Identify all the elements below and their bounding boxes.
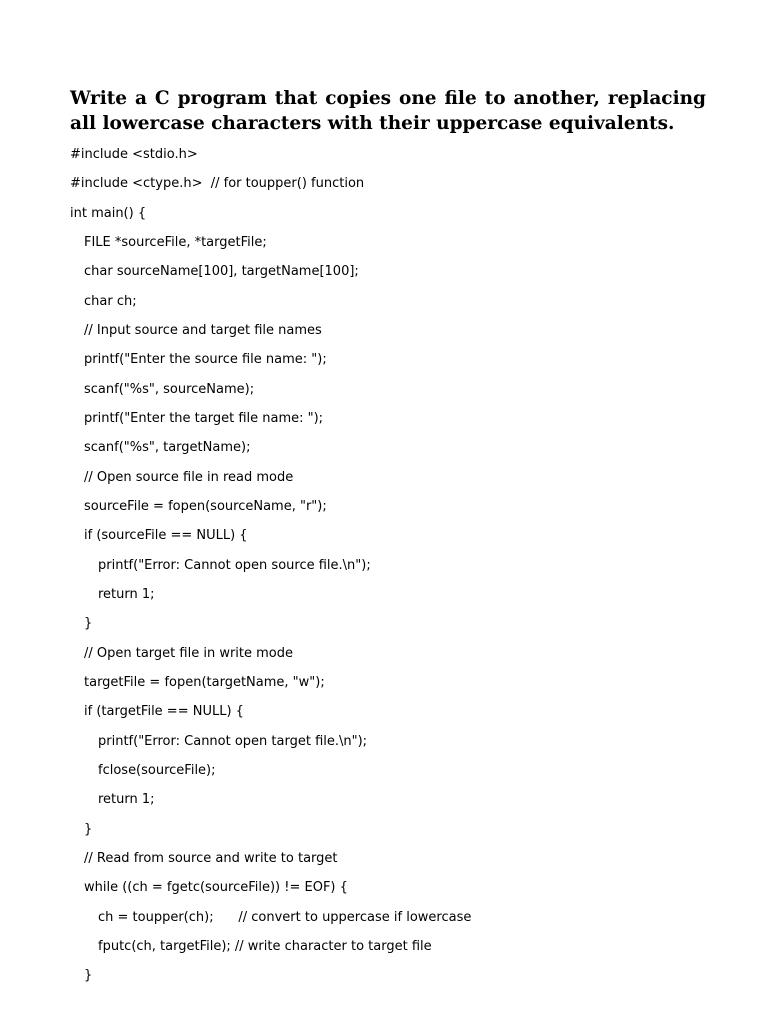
code-line: fclose(sourceFile); [98,762,216,778]
code-line: } [84,821,93,837]
code-line: // Read from source and write to target [84,850,338,866]
code-line: ch = toupper(ch); // convert to uppercase if lowercase [98,909,472,925]
code-line: char sourceName[100], targetName[100]; [84,264,359,280]
code-line: return 1; [98,792,155,808]
code-line: sourceFile = fopen(sourceName, "r"); [84,498,327,514]
code-line: scanf("%s", targetName); [84,440,251,456]
code-line: } [84,968,93,984]
code-line: #include <ctype.h> // for toupper() function [70,176,365,192]
code-line: targetFile = fopen(targetName, "w"); [84,674,325,690]
code-line: if (sourceFile == NULL) { [84,528,248,544]
code-listing [70,144,730,995]
code-line: } [84,616,93,632]
code-line: int main() { [70,205,147,221]
code-line: if (targetFile == NULL) { [84,704,244,720]
code-line: printf("Enter the target file name: "); [84,410,324,426]
code-line: // Open target file in write mode [84,645,294,661]
code-line: FILE *sourceFile, *targetFile; [84,234,267,250]
code-line: // Input source and target file names [84,322,322,338]
code-line: return 1; [98,586,155,602]
code-line: printf("Error: Cannot open target file.\n"); [98,733,368,749]
code-line: scanf("%s", sourceName); [84,381,255,397]
code-line: fputc(ch, targetFile); // write character to target file [98,938,432,954]
question-heading: Write a C program that copies one file to another, replacing all lowercase characters with their uppercase equivalents. [70,88,706,134]
code-line: // Open source file in read mode [84,469,294,485]
code-line: printf("Error: Cannot open source file.\n"); [98,557,371,573]
code-line: while ((ch = fgetc(sourceFile)) != EOF) { [84,880,348,896]
code-line: #include <stdio.h> [70,147,198,162]
code-line: char ch; [84,293,137,309]
code-line: printf("Enter the source file name: "); [84,352,327,368]
